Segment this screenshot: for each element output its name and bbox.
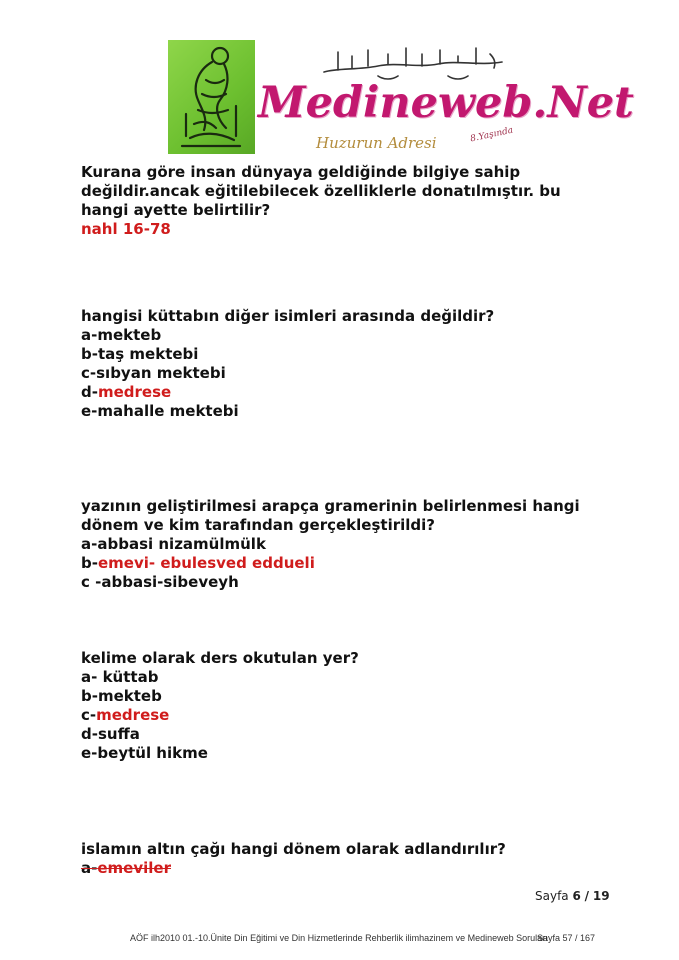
- option-item: [81, 364, 621, 383]
- page-footer: [130, 933, 610, 943]
- question-list: [81, 163, 621, 878]
- option-prefix: a-: [81, 326, 98, 344]
- question-block: [81, 649, 621, 763]
- question-text: değildir.ancak eğitilebilecek özelliklerle donatılmıştır. bu: [81, 182, 561, 200]
- option-item-correct: [81, 706, 621, 725]
- calligraphy-emblem: [168, 40, 255, 154]
- option-item: [81, 535, 621, 554]
- option-item: [81, 725, 621, 744]
- question-text: yazının geliştirilmesi arapça gramerinin belirlenmesi hangi: [81, 497, 580, 515]
- option-item: [81, 573, 621, 592]
- option-text: taş mektebi: [97, 345, 199, 363]
- question-block: [81, 840, 621, 878]
- option-prefix: d-: [81, 383, 98, 401]
- page-label: Sayfa: [535, 889, 569, 903]
- question-text: hangi ayette belirtilir?: [81, 201, 271, 219]
- option-prefix: a-: [81, 668, 103, 686]
- question-text: Kurana göre insan dünyaya geldiğinde bilgiye sahip: [81, 163, 521, 181]
- option-prefix: d-: [81, 725, 98, 743]
- option-item-correct: [81, 859, 621, 878]
- logo-subtitle: Huzurun Adresi: [316, 134, 437, 152]
- option-item: [81, 744, 621, 763]
- option-text: beytül hikme: [97, 744, 208, 762]
- question-text: dönem ve kim tarafından gerçekleştirildi?: [81, 516, 435, 534]
- option-item: [81, 668, 621, 687]
- option-text-correct: medrese: [97, 383, 172, 401]
- option-prefix: a-: [81, 535, 98, 553]
- question-block: [81, 163, 621, 239]
- question-text: islamın altın çağı hangi dönem olarak adlandırılır?: [81, 840, 506, 858]
- page-current: 6: [572, 889, 581, 903]
- option-text: mekteb: [97, 326, 162, 344]
- option-prefix: e-: [81, 402, 98, 420]
- option-text: sıbyan mektebi: [96, 364, 226, 382]
- option-text: abbasi nizamülmülk: [97, 535, 266, 553]
- question-block: [81, 307, 621, 421]
- option-item: [81, 687, 621, 706]
- option-text: suffa: [97, 725, 140, 743]
- footer-page-label: Sayfa 57 / 167: [537, 933, 596, 943]
- option-item-correct: [81, 383, 621, 402]
- option-prefix: a-: [81, 859, 98, 877]
- page-number: [535, 889, 610, 903]
- option-prefix: e-: [81, 744, 98, 762]
- option-prefix: c-: [81, 706, 97, 724]
- option-text: küttab: [102, 668, 159, 686]
- option-text: mahalle mektebi: [97, 402, 239, 420]
- footer-text: AÖF ilh2010 01.-10.Ünite Din Eğitimi ve Din Hizmetlerinde Rehberlik ilimhazinem ve Medineweb Soruları: [130, 933, 548, 943]
- option-text-correct: emevi- ebulesved eddueli: [97, 554, 315, 572]
- question-text: kelime olarak ders okutulan yer?: [81, 649, 359, 667]
- option-text: abbasi-sibeveyh: [101, 573, 239, 591]
- option-prefix: b-: [81, 345, 98, 363]
- medineweb-logo: [168, 38, 634, 156]
- question-block: [81, 497, 621, 592]
- question-text: hangisi küttabın diğer isimleri arasında değildir?: [81, 307, 495, 325]
- option-prefix: b-: [81, 687, 98, 705]
- option-item: [81, 326, 621, 345]
- option-prefix: c-: [81, 364, 97, 382]
- option-text: mekteb: [97, 687, 162, 705]
- option-item: [81, 402, 621, 421]
- page-separator: /: [584, 889, 590, 903]
- option-text-correct: medrese: [96, 706, 170, 724]
- option-prefix: b-: [81, 554, 98, 572]
- option-prefix: c -: [81, 573, 102, 591]
- logo-title: Medineweb.Net: [258, 78, 634, 128]
- answer-text: nahl 16-78: [81, 220, 171, 238]
- option-item: [81, 345, 621, 364]
- logo-age-badge: 8.Yaşında: [469, 125, 515, 145]
- calligraphy-icon: [168, 40, 255, 154]
- page-total: 19: [592, 889, 610, 903]
- option-item-correct: [81, 554, 621, 573]
- option-text-correct: emeviler: [97, 859, 171, 877]
